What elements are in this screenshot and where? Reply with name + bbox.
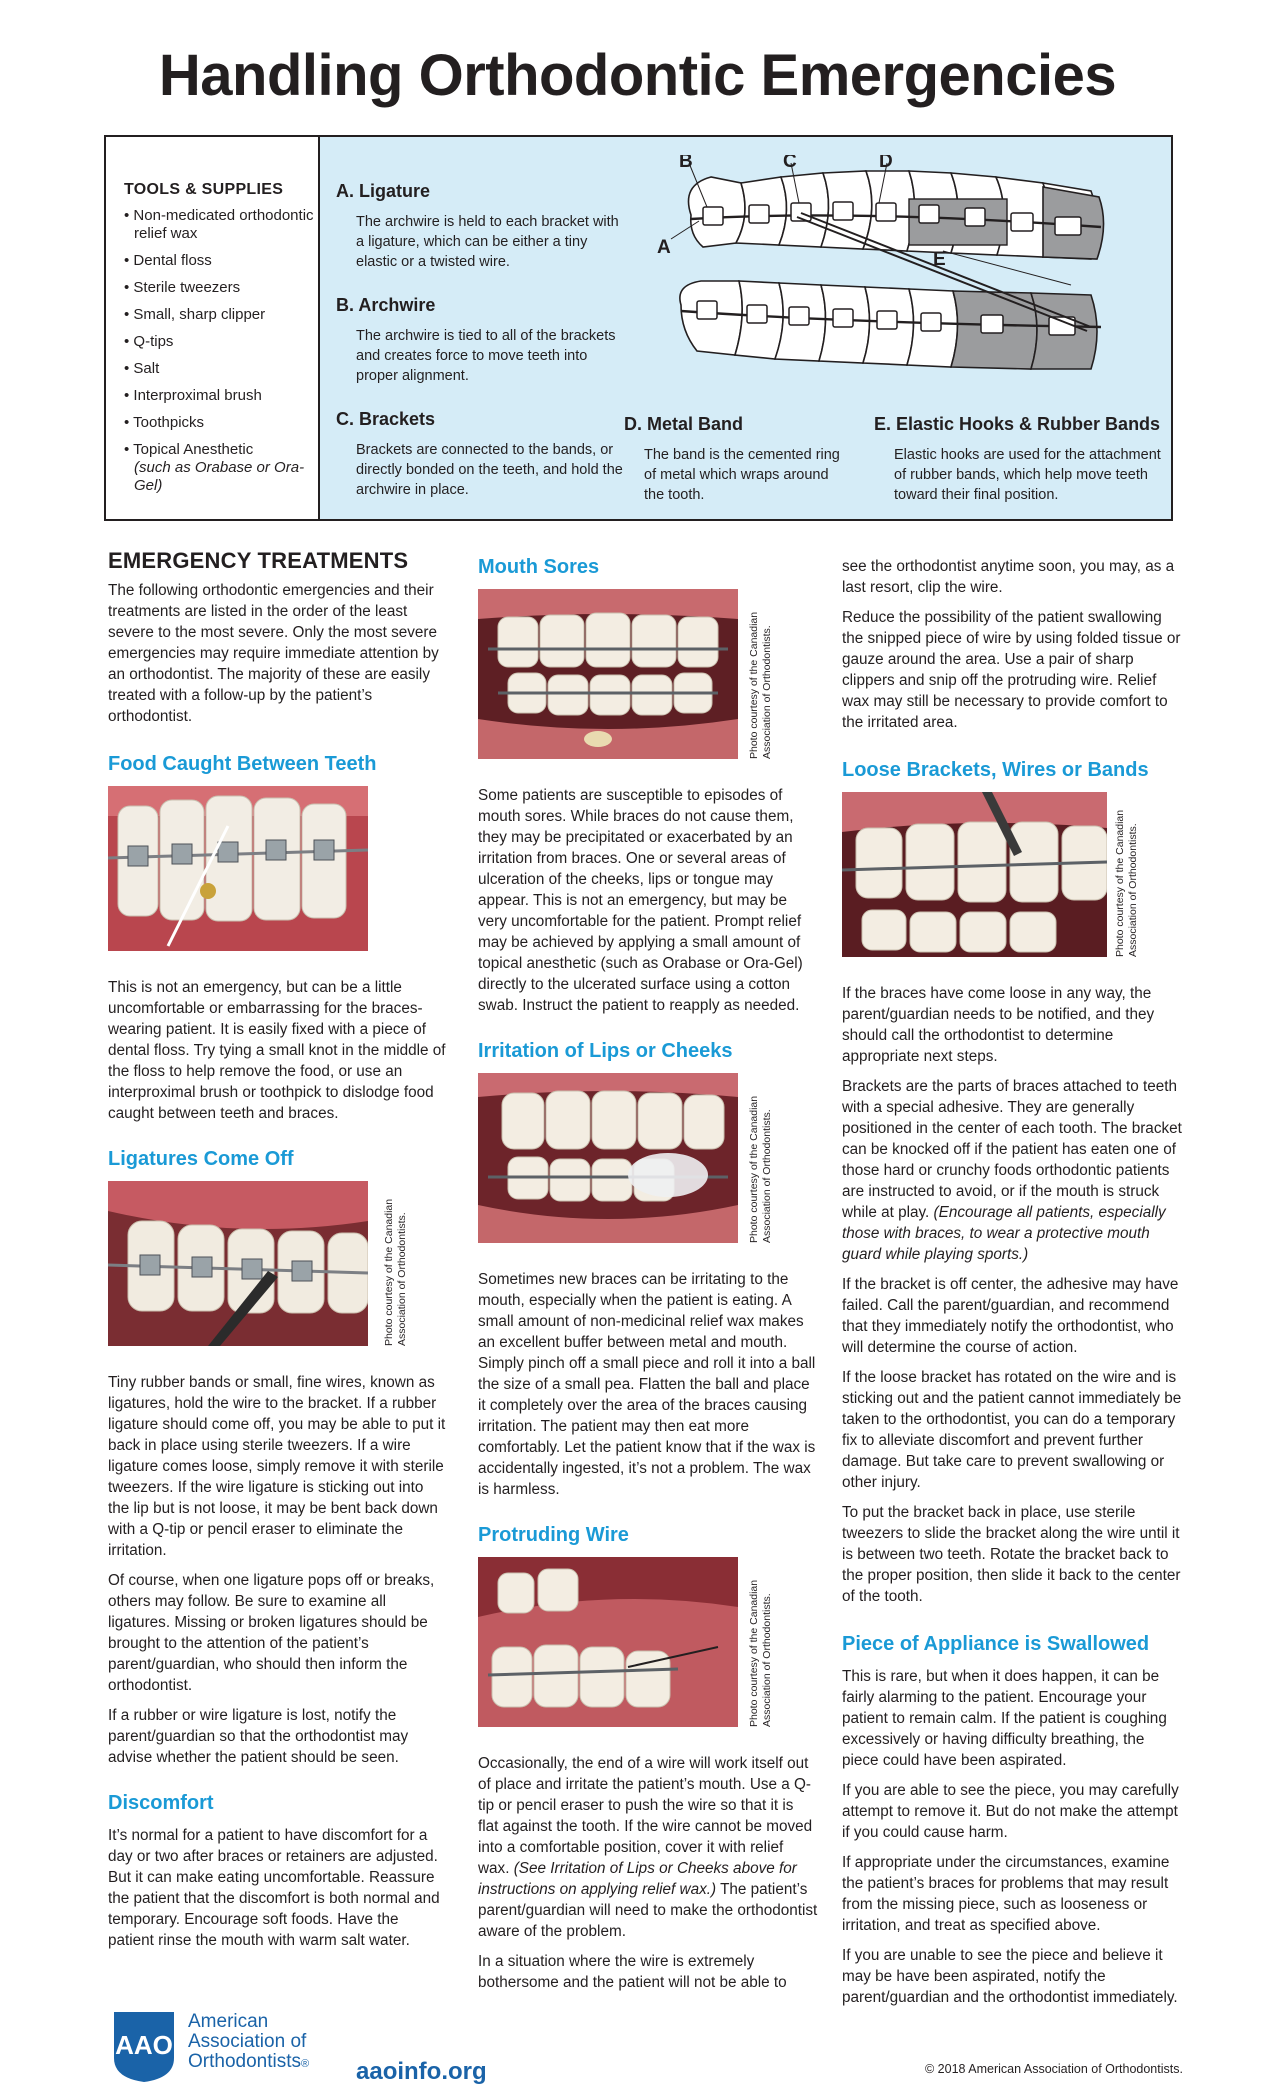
irritation-text: Sometimes new braces can be irritating to the mouth, especially when the patient is eating. A small amount of non-medicinal relief wax makes an excellent buffer between metal and mouth. Simply pinch off a small piece and roll it into a ball the size of a small pea. Flatten the ball and place it completely over the area of the braces causing irritation. The patient may then eat more comfortably. Let the patient know that if the wax is accidentally ingested, it’s not a problem. The wax is harmless. xyxy=(478,1271,816,1498)
tools-supplies-box xyxy=(106,137,320,519)
intro-text: The following orthodontic emergencies and their treatments are listed in the order of the least severe to the most severe. Only the most severe emergencies may require immediate attention by an orthodontist. The majority of these are easily treated with a follow-up by the patient’s orthodontist. xyxy=(108,582,439,725)
part-archwire-title: B. Archwire xyxy=(336,295,436,315)
part-elastic-hooks-title: E. Elastic Hooks & Rubber Bands xyxy=(874,414,1161,434)
irritation-photo xyxy=(478,1073,818,1243)
ligatures-photo xyxy=(108,1181,448,1346)
tools-list-item: • Q-tips xyxy=(124,333,174,350)
loose-brackets-text-4: If the loose bracket has rotated on the wire and is sticking out and the patient cannot immediately be taken to the orthodontist, you can do a temporary fix to alleviate discomfort and prevent further damage. But take care to prevent swallowing or other injury. xyxy=(842,1369,1182,1491)
loose-brackets-text-3: If the bracket is off center, the adhesive may have failed. Call the parent/guardian, and recommend that they immediately notify the orthodontist, who will determine the course of action. xyxy=(842,1276,1179,1356)
column-2 xyxy=(478,556,818,2002)
page-title: Handling Orthodontic Emergencies xyxy=(158,43,1117,108)
tools-heading: TOOLS & SUPPLIES xyxy=(124,181,284,198)
tools-list-item: • Sterile tweezers xyxy=(124,279,241,296)
discomfort-text: It’s normal for a patient to have discomfort for a day or two after braces or retainers are adjusted. But it can make eating uncomfortable. Reassure the patient that the discomfort is both normal and temporary. Encourage soft foods. Have the patient rinse the mouth with warm salt water. xyxy=(108,1827,440,1949)
tools-list-item: • Non-medicated orthodontic relief wax xyxy=(124,207,314,242)
tools-list xyxy=(124,207,314,504)
part-brackets-desc: Brackets are connected to the bands, or directly bonded on the teeth, and hold the archwire in place. xyxy=(356,442,623,498)
part-brackets xyxy=(336,409,626,500)
loose-brackets-photo xyxy=(842,792,1182,957)
swallowed-heading: Piece of Appliance is Swallowed xyxy=(842,1633,1150,1655)
part-metal-band-desc: The band is the cemented ring of metal which wraps around the tooth. xyxy=(644,447,840,503)
loose-brackets-text-5: To put the bracket back in place, use sterile tweezers to slide the bracket along the wire until it is between two teeth. Rotate the bracket back to the proper position, then slide it back to the center of the tooth. xyxy=(842,1504,1181,1605)
loose-brackets-heading: Loose Brackets, Wires or Bands xyxy=(842,759,1149,781)
photo-credit: Photo courtesy of the Canadian Association of Orthodontists. xyxy=(748,1095,773,1243)
column-1 xyxy=(108,548,448,1960)
diagram-label-c: C xyxy=(783,155,797,172)
photo-credit: Photo courtesy of the Canadian Association of Orthodontists. xyxy=(748,1579,773,1727)
ligatures-text-2: Of course, when one ligature pops off or breaks, others may follow. Be sure to examine all ligatures. Missing or broken ligatures should be brought to the attention of the patient’s parent/guardian, who should then inform the orthodontist. xyxy=(108,1572,435,1694)
emergency-treatments-heading: EMERGENCY TREATMENTS xyxy=(108,548,409,573)
copyright-text: © 2018 American Association of Orthodontists. xyxy=(925,2062,1183,2076)
part-archwire xyxy=(336,295,626,386)
protruding-wire-text-2: In a situation where the wire is extremely bothersome and the patient will not be able to xyxy=(478,1953,787,1991)
mouth-sores-heading: Mouth Sores xyxy=(478,556,600,578)
aao-logo-mark: AAO xyxy=(115,2030,173,2060)
info-panel xyxy=(104,135,1173,521)
column-3 xyxy=(842,556,1182,2017)
diagram-label-b: B xyxy=(679,155,693,172)
loose-brackets-text-2: Brackets are the parts of braces attached to teeth with a special adhesive. They are generally positioned in the center of each tooth. The bracket can be knocked off if the patient has eaten one of those hard or crunchy foods orthodontic patients are instructed to avoid, or if the mouth is struck while at play. (Encourage all patients, especially those with braces, to wear a protective mouth guard while playing sports.) xyxy=(842,1078,1182,1263)
mouth-sores-text: Some patients are susceptible to episodes of mouth sores. While braces do not cause them, they may be precipitated or exacerbated by an irritation from braces. One or several areas of ulceration of the cheeks, lips or tongue may appear. This is not an emergency, but may be very uncomfortable for the patient. Prompt relief may be achieved by applying a small amount of topical anesthetic (such as Orabase or Ora-Gel) directly to the ulcerated surface using a cotton swab. Instruct the patient to reapply as needed. xyxy=(478,787,803,1014)
irritation-heading: Irritation of Lips or Cheeks xyxy=(478,1040,733,1062)
part-elastic-hooks-desc: Elastic hooks are used for the attachment of rubber bands, which help move teeth toward their final position. xyxy=(894,447,1161,503)
photo-credit: Photo courtesy of the Canadian Association of Orthodontists. xyxy=(1114,809,1139,957)
tools-list-item: • Dental floss xyxy=(124,252,212,269)
mouth-sores-photo xyxy=(478,589,818,759)
part-ligature-title: A. Ligature xyxy=(336,181,431,201)
part-metal-band xyxy=(624,414,844,505)
swallowed-text-1: This is rare, but when it does happen, it can be fairly alarming to the patient. Encourage your patient to remain calm. If the patient is coughing excessively or having difficulty breathing, the piece could have been aspirated. xyxy=(842,1668,1167,1769)
swallowed-text-3: If appropriate under the circumstances, examine the patient’s braces for problems that may result from the missing piece, such as looseness or irritation, and treat as specified above. xyxy=(842,1854,1170,1934)
part-elastic-hooks xyxy=(874,414,1174,505)
food-caught-photo xyxy=(108,786,448,951)
protruding-wire-heading: Protruding Wire xyxy=(478,1524,629,1546)
aao-logo xyxy=(108,2008,180,2084)
protruding-wire-text-1: Occasionally, the end of a wire will work itself out of place and irritate the patient’s mouth. Use a Q-tip or pencil eraser to push the wire so that it is flat against the tooth. If the wire cannot be moved into a comfortable position, cover it with relief wax. (See Irritation of Lips or Cheeks above for instructions on applying relief wax.) The patient’s parent/guardian will need to make the orthodontist aware of the problem. xyxy=(478,1755,818,1940)
swallowed-text-2: If you are able to see the piece, you may carefully attempt to remove it. But do not make the attempt if you could cause harm. xyxy=(842,1782,1179,1841)
loose-brackets-text-1: If the braces have come loose in any way, the parent/guardian needs to be notified, and they should call the orthodontist to determine appropriate next steps. xyxy=(842,985,1155,1065)
photo-credit: Photo courtesy of the Canadian Association of Orthodontists. xyxy=(748,611,773,759)
protruding-wire-photo xyxy=(478,1557,818,1727)
ligatures-text-3: If a rubber or wire ligature is lost, notify the parent/guardian so that the orthodontist may advise whether the patient should be seen. xyxy=(108,1707,409,1766)
part-ligature xyxy=(336,181,626,272)
tools-list-item: • Interproximal brush xyxy=(124,387,262,404)
protruding-wire-cont-1: see the orthodontist anytime soon, you may, as a last resort, clip the wire. xyxy=(842,558,1175,596)
tools-list-item: • Small, sharp clipper xyxy=(124,306,266,323)
part-metal-band-title: D. Metal Band xyxy=(624,414,744,434)
tools-list-item: • Salt xyxy=(124,360,160,377)
org-name: American Association of Orthodontists® xyxy=(188,2011,310,2072)
part-brackets-title: C. Brackets xyxy=(336,409,436,429)
braces-diagram xyxy=(651,155,1171,410)
tools-list-item: • Topical Anesthetic (such as Orabase or Ora-Gel) xyxy=(124,441,305,494)
diagram-label-e: E xyxy=(933,249,946,270)
swallowed-text-4: If you are unable to see the piece and believe it may be have been aspirated, notify the parent/guardian and the orthodontist immediately. xyxy=(842,1947,1178,2006)
website-link[interactable]: aaoinfo.org xyxy=(356,2058,487,2085)
part-archwire-desc: The archwire is tied to all of the brackets and creates force to move teeth into proper alignment. xyxy=(356,328,616,384)
photo-credit: Photo courtesy of the Canadian Association of Orthodontists. xyxy=(383,1198,408,1346)
ligatures-heading: Ligatures Come Off xyxy=(108,1148,294,1170)
diagram-label-d: D xyxy=(879,155,893,172)
protruding-wire-cont-2: Reduce the possibility of the patient swallowing the snipped piece of wire by using folded tissue or gauze around the area. Use a pair of sharp clippers and snip off the protruding wire. Relief wax may still be necessary to provide comfort to the irritated area. xyxy=(842,609,1181,731)
food-caught-heading: Food Caught Between Teeth xyxy=(108,753,377,775)
tools-list-item: • Toothpicks xyxy=(124,414,205,431)
diagram-label-a: A xyxy=(657,237,671,258)
food-caught-text: This is not an emergency, but can be a little uncomfortable or embarrassing for the braces-wearing patient. It is easily fixed with a piece of dental floss. Try tying a small knot in the middle of the floss to help remove the food, or use an interproximal brush or toothpick to dislodge food caught between teeth and braces. xyxy=(108,979,446,1122)
discomfort-heading: Discomfort xyxy=(108,1792,214,1814)
ligatures-text-1: Tiny rubber bands or small, fine wires, known as ligatures, hold the wire to the bracket. If a rubber ligature should come off, you may be able to put it back in place using sterile tweezers. If a wire ligature comes loose, simply remove it with sterile tweezers. If the wire ligature is sticking out into the lip but is not loose, it may be bent back down with a Q-tip or pencil eraser to eliminate the irritation. xyxy=(108,1374,446,1559)
part-ligature-desc: The archwire is held to each bracket with a ligature, which can be either a tiny elastic or a twisted wire. xyxy=(356,214,619,270)
